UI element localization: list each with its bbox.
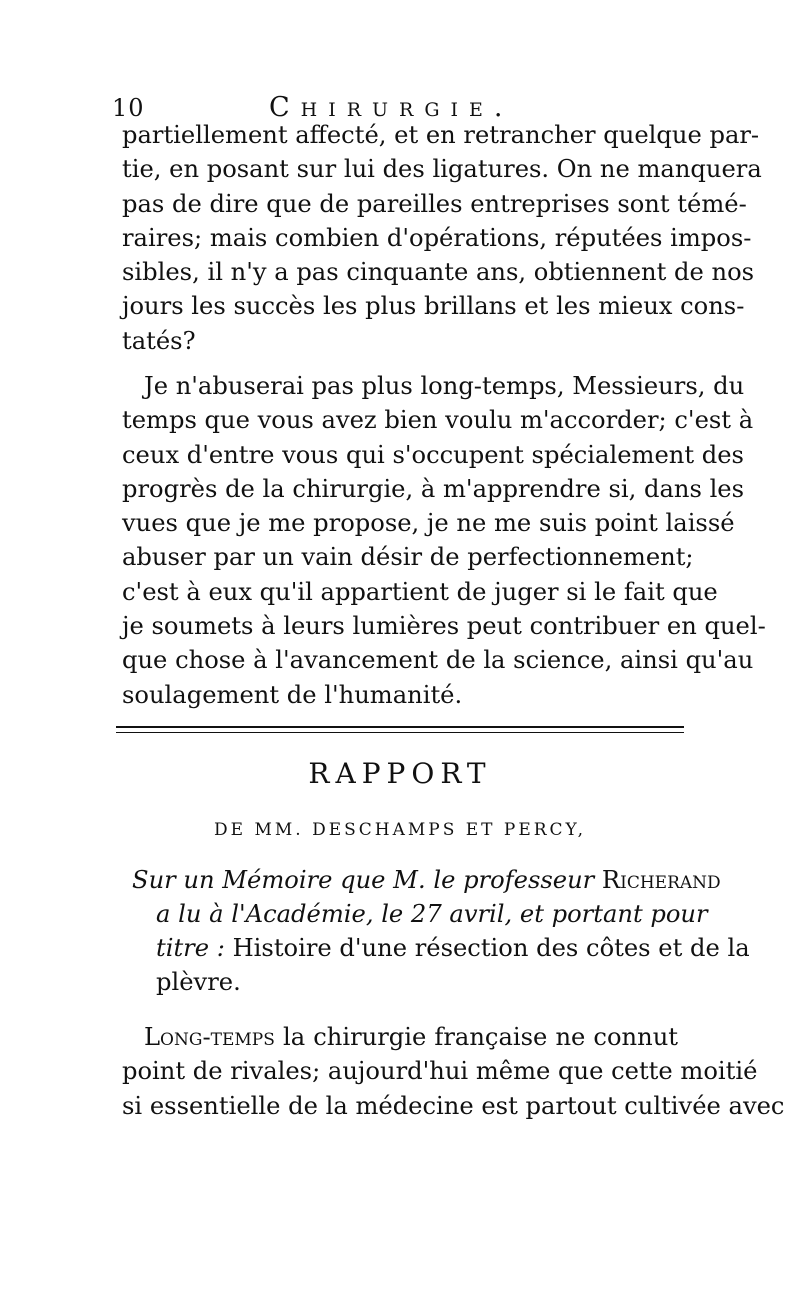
text-line: c'est à eux qu'il appartient de juger si le fait que bbox=[122, 577, 718, 606]
text-line bbox=[122, 1020, 678, 1054]
section-divider-thick bbox=[116, 726, 684, 728]
text-line: progrès de la chirurgie, à m'apprendre si, dans les bbox=[122, 474, 745, 503]
text-line: partiellement affecté, et en retrancher quelque par- bbox=[122, 121, 760, 149]
text-line: abuser par un vain désir de perfectionnement; bbox=[122, 543, 694, 572]
paragraph-continuation bbox=[122, 118, 762, 358]
text-line: Je n'abuserai pas plus long-temps, Messieurs, du bbox=[144, 372, 745, 400]
paragraph-conclusion bbox=[122, 369, 766, 712]
text-line: si essentielle de la médecine est partout cultivée avec bbox=[122, 1091, 785, 1120]
text-line: tie, en posant sur lui des ligatures. On ne manquera bbox=[122, 155, 762, 184]
lead-word: Long-temps bbox=[144, 1023, 275, 1051]
text-line: pas de dire que de pareilles entreprises sont témé- bbox=[122, 189, 747, 218]
text-line: raires; mais combien d'opérations, réputées impos- bbox=[122, 223, 752, 252]
paragraph-rapport bbox=[122, 1020, 785, 1123]
memoire-line bbox=[132, 863, 721, 897]
text-line-rest: la chirurgie française ne connut bbox=[274, 1023, 678, 1051]
memoire-title-text: Histoire d'une résection des côtes et de la bbox=[232, 934, 750, 962]
text-line: temps que vous avez bien voulu m'accorder; c'est à bbox=[122, 406, 754, 435]
text-line: vues que je me propose, je ne me suis point laissé bbox=[122, 509, 735, 538]
text-line: que chose à l'avancement de la science, ainsi qu'au bbox=[122, 646, 754, 675]
memoire-line: plèvre. bbox=[156, 968, 241, 996]
memoire-italic-text: Sur un Mémoire que M. le professeur bbox=[132, 866, 602, 894]
text-line: jours les succès les plus brillans et les mieux cons- bbox=[122, 292, 745, 321]
section-title: RAPPORT bbox=[308, 757, 492, 790]
memoire-description bbox=[132, 863, 750, 999]
text-line: soulagement de l'humanité. bbox=[122, 680, 463, 709]
memoire-italic-text: a lu à l'Académie, le 27 avril, et portant pour bbox=[156, 900, 708, 928]
text-line: je soumets à leurs lumières peut contribuer en quel- bbox=[122, 612, 766, 641]
memoire-line bbox=[132, 931, 750, 965]
section-subtitle: DE MM. DESCHAMPS ET PERCY, bbox=[214, 820, 586, 840]
page-number: 10 bbox=[112, 94, 145, 122]
text-line: ceux d'entre vous qui s'occupent spécialement des bbox=[122, 440, 744, 469]
text-line: point de rivales; aujourd'hui même que cette moitié bbox=[122, 1057, 758, 1086]
section-divider-thin bbox=[116, 732, 684, 733]
text-line: sibles, il n'y a pas cinquante ans, obtiennent de nos bbox=[122, 258, 755, 287]
author-name: Richerand bbox=[601, 866, 721, 894]
memoire-line bbox=[132, 897, 708, 931]
memoire-italic-text: titre : bbox=[156, 934, 233, 962]
text-line: tatés? bbox=[122, 326, 196, 355]
running-head: Chirurgie. bbox=[269, 92, 514, 123]
